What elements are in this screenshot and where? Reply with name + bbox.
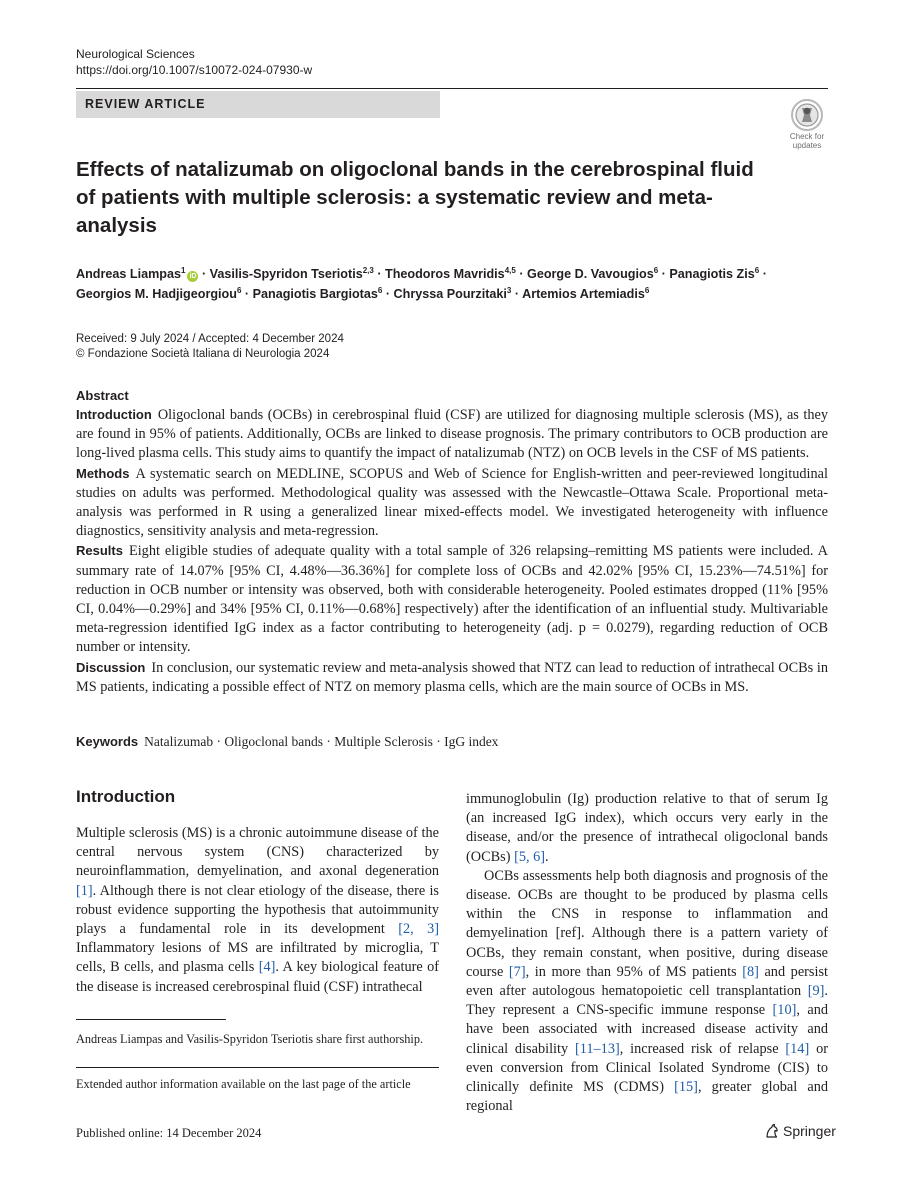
- author-affiliation: 6: [653, 266, 659, 275]
- citation-link[interactable]: [1]: [76, 882, 93, 899]
- author-separator: ·: [373, 267, 386, 281]
- author-name[interactable]: Panagiotis Zis: [669, 267, 755, 281]
- citation-link[interactable]: [9]: [807, 983, 825, 1000]
- author-separator: ·: [198, 267, 210, 281]
- author-separator: ·: [382, 287, 394, 301]
- orcid-icon[interactable]: iD: [189, 273, 197, 280]
- author-separator: ·: [658, 267, 670, 281]
- check-for-updates-text: Check for updates: [789, 132, 825, 150]
- author-affiliation: 6: [644, 286, 650, 295]
- abstract-results: Results Eight eligible studies of adequate quality with a total sample of 326 relapsing–remitting MS patients were included. A summary rate of 14.07% [95% CI, 4.48%—36.36%] for complete loss of OCBs and 42.02% [95% CI, 15.23%—74.51%] for reduction in OCB number or intensity was observed, both with considerable heterogeneity. Pooled estimates dropped (11% [95% CI, 0.04%—0.29%] and 34% [95% CI, 0.11%—0.68%] respectively) after the identification of an influential study. Multivariable meta-regression identified IgG index as a factor contributing to heterogeneity (adj. p = 0.0279), regarding reduction of OCB number or intensity.: [76, 543, 828, 656]
- left-column: [76, 786, 439, 997]
- abstract-discussion: Discussion In conclusion, our systematic review and meta-analysis showed that NTZ can lead to reduction of intrathecal OCBs in MS patients, indicating a possible effect of NTZ on memory plasma cells, which are the main source of OCBs in MS.: [76, 659, 828, 695]
- citation-link[interactable]: [15]: [674, 1079, 698, 1096]
- citation-link[interactable]: [7]: [508, 963, 526, 980]
- author-name[interactable]: George D. Vavougios: [527, 267, 654, 281]
- check-for-updates-icon: [790, 98, 824, 132]
- introduction-paragraph-1: Multiple sclerosis (MS) is a chronic autoimmune disease of the central nervous system (CNS) characterized by neuroinflammation, demyelination, and axonal degeneration [1]. Although there is not clear etiology of the disease, there is robust evidence supporting the hypothesis that autoimmunity plays a fundamental role in its development [2, 3] Inflammatory lesions of MS are infiltrated by microglia, T cells, B cells, and plasma cells [4]. A key biological feature of the disease is increased cerebrospinal fluid (CSF) intrathecal: [76, 825, 440, 995]
- author-affiliation: 4,5: [504, 266, 516, 275]
- author-name[interactable]: Artemios Artemiadis: [522, 287, 645, 301]
- journal-info: [76, 46, 312, 78]
- author-separator: ·: [759, 267, 767, 281]
- abstract-section: [76, 387, 828, 697]
- author-separator: ·: [515, 267, 528, 281]
- author-separator: ·: [511, 287, 523, 301]
- author-name[interactable]: Panagiotis Bargiotas: [252, 287, 378, 301]
- footnote-rule: [76, 1019, 226, 1020]
- publisher-logo: [764, 1122, 836, 1140]
- copyright: © Fondazione Società Italiana di Neurologia 2024: [76, 348, 330, 360]
- citation-link[interactable]: [2, 3]: [398, 921, 440, 938]
- author-affiliation: 6: [236, 286, 242, 295]
- published-online: Published online: 14 December 2024: [76, 1126, 262, 1140]
- received-accepted: Received: 9 July 2024 / Accepted: 4 December 2024: [76, 333, 344, 345]
- footnote-extended-info: Extended author information available on the last page of the article: [76, 1077, 411, 1091]
- journal-name: Neurological Sciences: [76, 47, 195, 61]
- citation-link[interactable]: [5, 6]: [514, 848, 546, 865]
- author-affiliation: 3: [506, 286, 512, 295]
- article-dates: [76, 332, 344, 362]
- author-separator: ·: [241, 287, 253, 301]
- footnote-divider: [76, 1067, 439, 1068]
- citation-link[interactable]: [10]: [772, 1002, 797, 1019]
- publisher-name: Springer: [783, 1123, 836, 1139]
- abstract-introduction: Introduction Oligoclonal bands (OCBs) in cerebrospinal fluid (CSF) are utilized for diagnosing multiple sclerosis (MS), as they are found in 95% of patients. Additionally, OCBs are linked to disease prognosis. The primary contributors to OCB production are long-lived plasma cells. This study aims to quantify the impact of natalizumab (NTZ) on OCB levels in the CSF of MS patients.: [76, 407, 828, 462]
- doi-link[interactable]: https://doi.org/10.1007/s10072-024-07930-w: [76, 63, 313, 77]
- keywords-text: Natalizumab · Oligoclonal bands · Multiple Sclerosis · IgG index: [144, 734, 499, 749]
- keywords: Keywords Natalizumab · Oligoclonal bands · Multiple Sclerosis · IgG index: [76, 734, 499, 749]
- author-name[interactable]: Vasilis-Spyridon Tseriotis: [209, 267, 363, 281]
- author-name[interactable]: Theodoros Mavridis: [385, 267, 505, 281]
- citation-link[interactable]: [4]: [258, 959, 276, 976]
- footnote-shared-authorship: Andreas Liampas and Vasilis-Spyridon Tseriotis share first authorship.: [76, 1032, 424, 1046]
- citation-link[interactable]: [11–13]: [575, 1040, 620, 1057]
- abstract-heading: Abstract: [76, 388, 129, 403]
- springer-horse-icon: [764, 1123, 780, 1139]
- introduction-heading: Introduction: [76, 787, 176, 806]
- right-column: [466, 790, 828, 1116]
- introduction-paragraph-1-continued: immunoglobulin (Ig) production relative to that of serum Ig (an increased IgG index), which occurs very early in the disease, and/or the presence of intrathecal oligoclonal bands (OCBs) [5, 6].: [466, 791, 828, 865]
- author-name[interactable]: Chryssa Pourzitaki: [393, 287, 507, 301]
- citation-link[interactable]: [14]: [785, 1040, 810, 1057]
- author-name[interactable]: Andreas Liampas: [76, 267, 181, 281]
- author-affiliation: 6: [754, 266, 760, 275]
- author-affiliation: 6: [377, 286, 383, 295]
- check-for-updates-badge[interactable]: [784, 98, 830, 150]
- citation-link[interactable]: [8]: [742, 963, 759, 980]
- author-list: [76, 264, 836, 304]
- abstract-methods: Methods A systematic search on MEDLINE, SCOPUS and Web of Science for English-written and peer-reviewed longitudinal studies on adults was performed. Methodological quality was assessed with the Newcastle–Ottawa Scale. Proportional meta-analysis was performed in R using a generalized linear mixed-effects model. We investigated heterogeneity with influence diagnostics, sensitivity analysis and meta-regression.: [76, 465, 828, 540]
- article-type-banner: REVIEW ARTICLE: [76, 91, 440, 118]
- author-name[interactable]: Georgios M. Hadjigeorgiou: [76, 287, 237, 301]
- author-affiliation: 1: [181, 266, 186, 275]
- introduction-paragraph-2: OCBs assessments help both diagnosis and prognosis of the disease. OCBs are thought to be produced by plasma cells within the CNS in response to inflammation and demyelination [ref]. Although there is a pattern variety of OCBs, they remain constant, when positive, during disease course [7], in more than 95% of MS patients [8] and persist even after autologous hematopoietic cell transplantation [9]. They represent a CNS-specific immune response [10], and have been associated with increased disease activity and clinical disability [11–13], increased risk of relapse [14] or even conversion from Clinical Isolated Syndrome (CIS) to clinically definite MS (CDMS) [15], greater global and regional: [466, 867, 828, 1115]
- header-rule: [76, 88, 828, 89]
- author-affiliation: 2,3: [362, 266, 374, 275]
- article-title: Effects of natalizumab on oligoclonal bands in the cerebrospinal fluid of patients with multiple sclerosis: a systematic review and meta-analysis: [76, 158, 754, 237]
